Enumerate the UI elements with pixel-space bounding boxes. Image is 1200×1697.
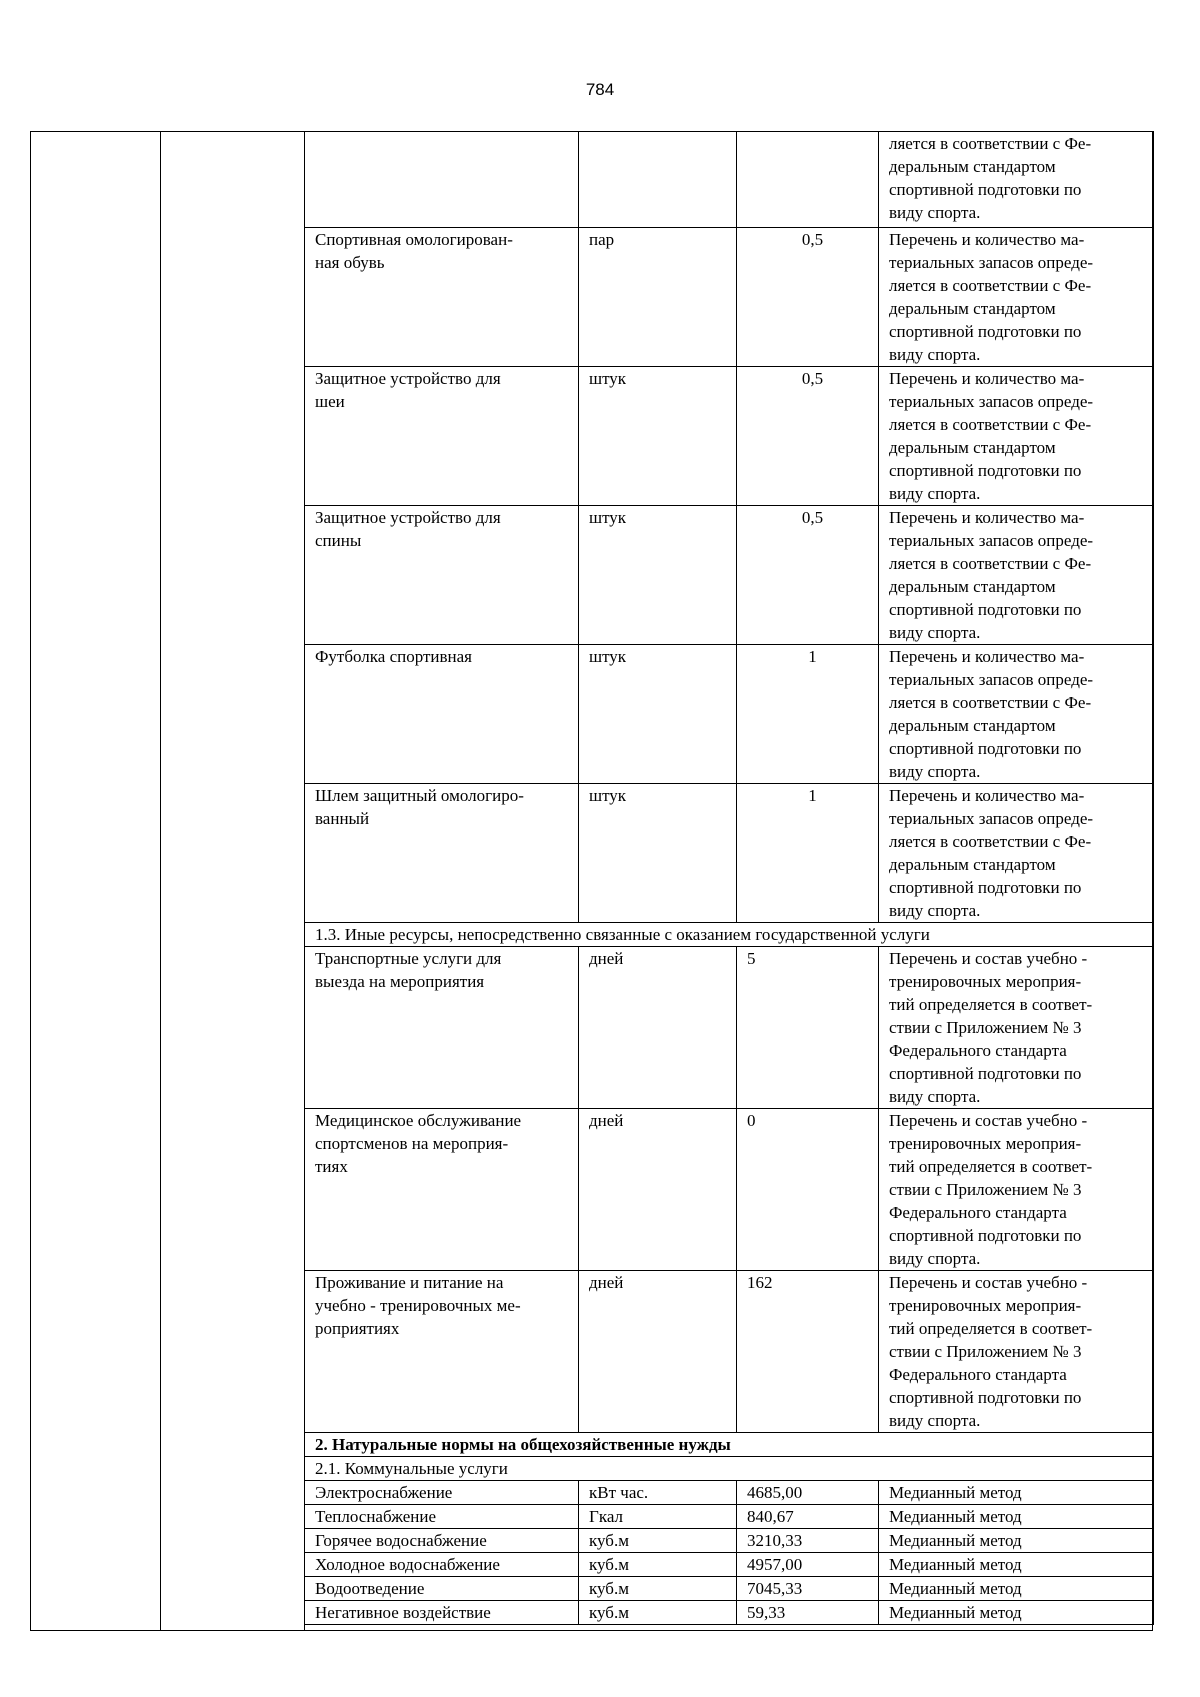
- item-note: Перечень и количество ма- териальных запасов опреде- ляется в соответствии с Фе- деральным стандартом спортивной подготовки по виду спорта.: [879, 784, 1154, 923]
- utility-quantity: 3210,33: [737, 1529, 879, 1553]
- utility-method: Медианный метод: [879, 1529, 1154, 1553]
- table-row: [305, 1529, 1154, 1553]
- utility-name: Холодное водоснабжение: [305, 1553, 579, 1577]
- item-unit: штук: [579, 367, 737, 506]
- column-divider-1: [160, 131, 161, 1631]
- utility-unit: кВт час.: [579, 1481, 737, 1505]
- table-row: [305, 1271, 1154, 1433]
- utility-method: Медианный метод: [879, 1577, 1154, 1601]
- table-row: [305, 132, 1154, 228]
- item-name: Защитное устройство для шеи: [305, 367, 579, 506]
- item-unit: штук: [579, 506, 737, 645]
- resources-table: [304, 131, 1154, 1625]
- utility-quantity: 59,33: [737, 1601, 879, 1625]
- utility-unit: куб.м: [579, 1553, 737, 1577]
- table-row: [305, 1577, 1154, 1601]
- table-row: [305, 1505, 1154, 1529]
- table-row: [305, 923, 1154, 947]
- item-unit: дней: [579, 947, 737, 1109]
- table-row: [305, 1481, 1154, 1505]
- utility-name: Электроснабжение: [305, 1481, 579, 1505]
- section-2-heading: 2. Натуральные нормы на общехозяйственные нужды: [305, 1433, 1154, 1457]
- utility-name: Негативное воздействие: [305, 1601, 579, 1625]
- utility-quantity: 7045,33: [737, 1577, 879, 1601]
- table-row: [305, 947, 1154, 1109]
- page-number: 784: [585, 80, 615, 99]
- table-row: [305, 228, 1154, 367]
- item-name: Проживание и питание на учебно - тренировочных ме- роприятиях: [305, 1271, 579, 1433]
- item-note: Перечень и состав учебно - тренировочных мероприя- тий определяется в соответ- ствии с Приложением № 3 Федерального стандарта спортивной подготовки по виду спорта.: [879, 1271, 1154, 1433]
- utility-quantity: 4685,00: [737, 1481, 879, 1505]
- item-name: Медицинское обслуживание спортсменов на мероприя- тиях: [305, 1109, 579, 1271]
- section-2-1-heading: 2.1. Коммунальные услуги: [305, 1457, 1154, 1481]
- table-row: [305, 1433, 1154, 1457]
- item-note: Перечень и состав учебно - тренировочных мероприя- тий определяется в соответ- ствии с Приложением № 3 Федерального стандарта спортивной подготовки по виду спорта.: [879, 947, 1154, 1109]
- table-row: [305, 784, 1154, 923]
- item-name: Транспортные услуги для выезда на мероприятия: [305, 947, 579, 1109]
- item-note: Перечень и количество ма- териальных запасов опреде- ляется в соответствии с Фе- деральным стандартом спортивной подготовки по виду спорта.: [879, 506, 1154, 645]
- utility-method: Медианный метод: [879, 1553, 1154, 1577]
- utility-method: Медианный метод: [879, 1505, 1154, 1529]
- item-quantity: 1: [737, 784, 879, 923]
- utility-quantity: 4957,00: [737, 1553, 879, 1577]
- item-name: Защитное устройство для спины: [305, 506, 579, 645]
- item-name: Футболка спортивная: [305, 645, 579, 784]
- table-row: [305, 1553, 1154, 1577]
- utility-unit: куб.м: [579, 1577, 737, 1601]
- item-unit: штук: [579, 645, 737, 784]
- item-quantity: 0,5: [737, 367, 879, 506]
- utility-name: Водоотведение: [305, 1577, 579, 1601]
- item-name: Спортивная омологирован- ная обувь: [305, 228, 579, 367]
- item-name: Шлем защитный омологиро- ванный: [305, 784, 579, 923]
- utility-unit: куб.м: [579, 1601, 737, 1625]
- item-unit: дней: [579, 1271, 737, 1433]
- item-quantity: 5: [737, 947, 879, 1109]
- section-1-3-heading: 1.3. Иные ресурсы, непосредственно связанные с оказанием государственной услуги: [305, 923, 1154, 947]
- item-unit: штук: [579, 784, 737, 923]
- item-quantity: 0: [737, 1109, 879, 1271]
- utility-name: Теплоснабжение: [305, 1505, 579, 1529]
- table-row: [305, 645, 1154, 784]
- item-note: Перечень и количество ма- териальных запасов опреде- ляется в соответствии с Фе- деральным стандартом спортивной подготовки по виду спорта.: [879, 367, 1154, 506]
- item-quantity: 0,5: [737, 228, 879, 367]
- table-row: [305, 1109, 1154, 1271]
- item-quantity: 0,5: [737, 506, 879, 645]
- item-quantity: 1: [737, 645, 879, 784]
- table-row: [305, 367, 1154, 506]
- item-unit: пар: [579, 228, 737, 367]
- table-row: [305, 506, 1154, 645]
- utility-method: Медианный метод: [879, 1481, 1154, 1505]
- item-note: Перечень и количество ма- териальных запасов опреде- ляется в соответствии с Фе- деральным стандартом спортивной подготовки по виду спорта.: [879, 645, 1154, 784]
- utility-unit: куб.м: [579, 1529, 737, 1553]
- table-row: [305, 1457, 1154, 1481]
- utility-method: Медианный метод: [879, 1601, 1154, 1625]
- table-row: [305, 1601, 1154, 1625]
- item-note: Перечень и количество ма- териальных запасов опреде- ляется в соответствии с Фе- деральным стандартом спортивной подготовки по виду спорта.: [879, 228, 1154, 367]
- utility-name: Горячее водоснабжение: [305, 1529, 579, 1553]
- item-quantity: 162: [737, 1271, 879, 1433]
- continued-note: ляется в соответствии с Фе- деральным стандартом спортивной подготовки по виду спорта.: [879, 132, 1154, 228]
- utility-quantity: 840,67: [737, 1505, 879, 1529]
- utility-unit: Гкал: [579, 1505, 737, 1529]
- item-note: Перечень и состав учебно - тренировочных мероприя- тий определяется в соответ- ствии с Приложением № 3 Федерального стандарта спортивной подготовки по виду спорта.: [879, 1109, 1154, 1271]
- item-unit: дней: [579, 1109, 737, 1271]
